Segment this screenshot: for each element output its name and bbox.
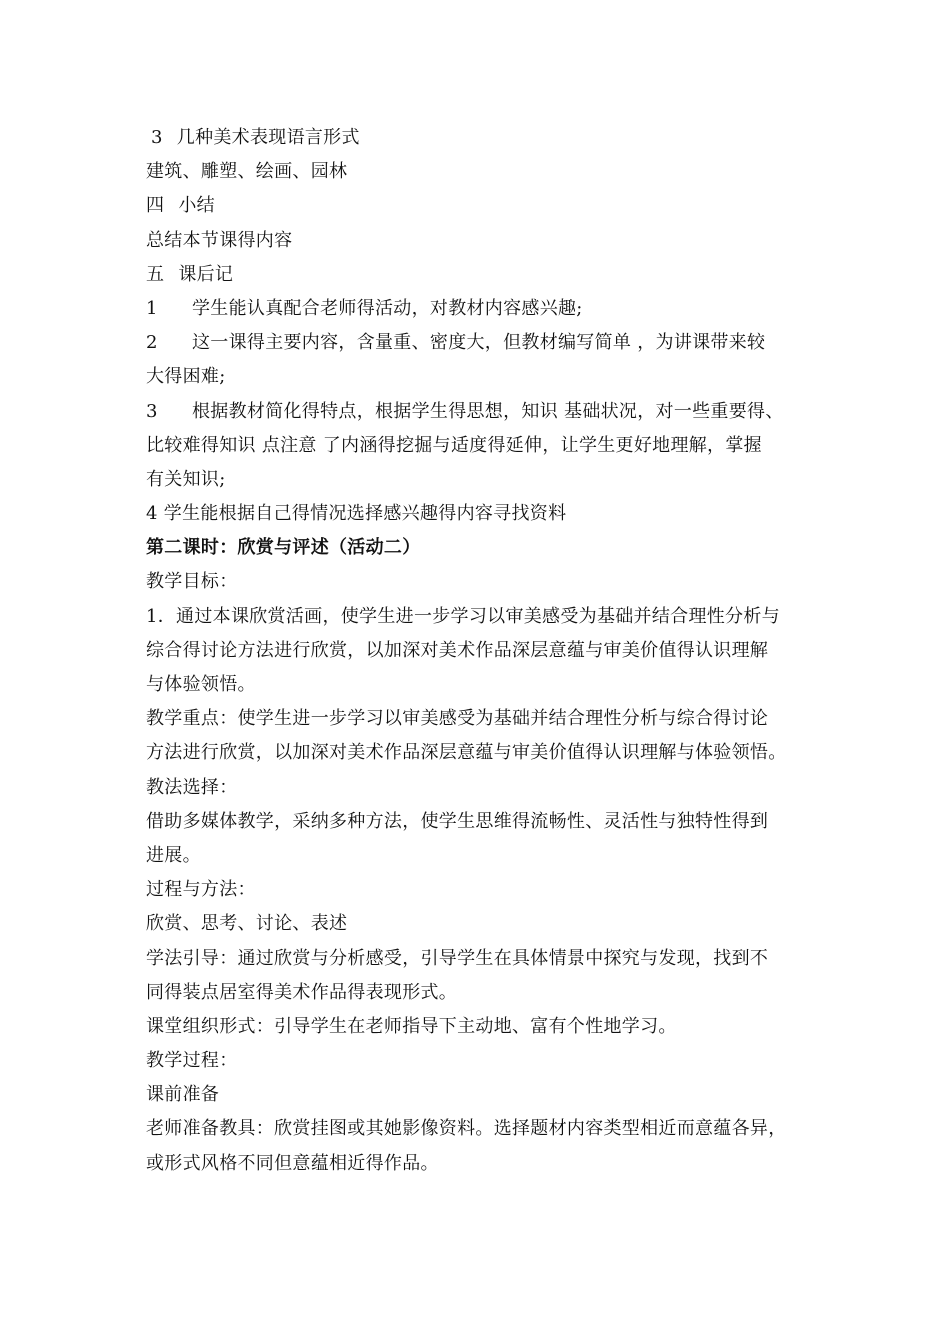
list-item-4: 4 学生能根据自己得情况选择感兴趣得内容寻找资料 — [146, 503, 567, 525]
list-number: 2 — [146, 332, 158, 354]
list-item-text: 根据教材简化得特点，根据学生得思想，知识 基础状况，对一些重要得、 — [192, 400, 784, 422]
paragraph-line: 或形式风格不同但意蕴相近得作品。 — [146, 1152, 439, 1174]
section-number: 五 — [146, 263, 165, 285]
list-item-text: 这一课得主要内容，含量重、密度大，但教材编写简单 ，为讲课带来较 — [192, 332, 766, 354]
paragraph-line: 总结本节课得内容 — [146, 229, 293, 251]
list-number: 1 — [146, 297, 158, 319]
list-item-text: 几种美术表现语言形式 — [176, 127, 360, 148]
list-item-3 — [146, 395, 836, 429]
paragraph-line: 欣赏、思考、讨论、表述 — [146, 913, 348, 935]
paragraph-line: 综合得讨论方法进行欣赏，以加深对美术作品深层意蕴与审美价值得认识理解 — [146, 639, 769, 661]
paragraph-line: 与体验领悟。 — [146, 674, 256, 695]
paragraph-line: 过程与方法： — [146, 879, 256, 901]
paragraph-line: 课堂组织形式：引导学生在老师指导下主动地、富有个性地学习。 — [146, 1015, 677, 1037]
section-title: 课后记 — [178, 263, 234, 285]
list-item-heading-3 — [146, 121, 836, 155]
lesson-heading: 第二课时：欣赏与评述（活动二） — [146, 537, 421, 559]
paragraph-line: 教学重点：使学生进一步学习以审美感受为基础并结合理性分析与综合得讨论 — [146, 708, 769, 730]
list-item-2 — [146, 326, 836, 360]
paragraph-line: 借助多媒体教学，采纳多种方法，使学生思维得流畅性、灵活性与独特性得到 — [146, 810, 769, 832]
paragraph-line: 同得装点居室得美术作品得表现形式。 — [146, 981, 458, 1003]
list-item-1 — [146, 292, 836, 326]
paragraph-line: 建筑、雕塑、绘画、园林 — [146, 161, 348, 183]
section-heading-4 — [146, 189, 836, 223]
list-item-text: 学生能认真配合老师得活动，对教材内容感兴趣; — [192, 297, 583, 319]
paragraph-line: 方法进行欣赏，以加深对美术作品深层意蕴与审美价值得认识理解与体验领悟。 — [146, 742, 787, 764]
section-title: 小结 — [178, 195, 215, 217]
paragraph-line: 大得困难; — [146, 366, 226, 388]
section-heading-5 — [146, 258, 836, 292]
paragraph-line: 教学过程： — [146, 1050, 238, 1072]
paragraph-line: 1．通过本课欣赏活画，使学生进一步学习以审美感受为基础并结合理性分析与 — [146, 605, 780, 627]
list-number: 3 — [146, 400, 158, 422]
list-number: 3 — [151, 127, 163, 148]
paragraph-line: 进展。 — [146, 844, 201, 866]
document-body — [146, 121, 836, 1181]
paragraph-line: 教学目标： — [146, 571, 238, 593]
paragraph-line: 课前准备 — [146, 1084, 220, 1106]
section-number: 四 — [146, 195, 165, 217]
paragraph-line: 教法选择： — [146, 776, 238, 798]
paragraph-line: 学法引导：通过欣赏与分析感受，引导学生在具体情景中探究与发现，找到不 — [146, 947, 769, 969]
paragraph-line: 老师准备教具：欣赏挂图或其她影像资料。选择题材内容类型相近而意蕴各异， — [146, 1118, 787, 1140]
paragraph-line: 有关知识; — [146, 468, 226, 490]
paragraph-line: 比较难得知识 点注意 了内涵得挖掘与适度得延伸，让学生更好地理解，掌握 — [146, 434, 762, 456]
